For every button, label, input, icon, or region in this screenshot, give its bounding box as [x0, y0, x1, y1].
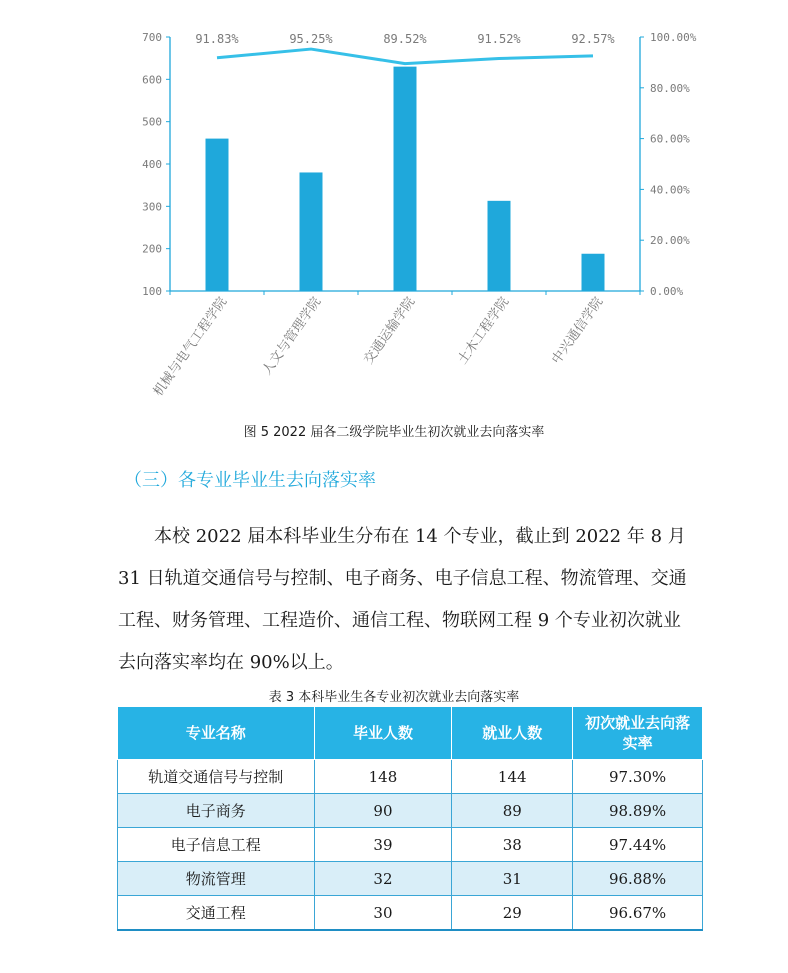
table-header-row — [118, 707, 703, 760]
cell-graduates: 39 — [314, 828, 452, 862]
right-tick-label: 100.00% — [650, 31, 697, 44]
college-employment-chart — [0, 0, 788, 410]
left-tick-label: 700 — [142, 31, 162, 44]
bar — [488, 201, 511, 291]
left-tick-label: 300 — [142, 200, 162, 214]
category-label: 人文与管理学院 — [259, 294, 325, 378]
category-label: 中兴通信学院 — [549, 294, 607, 368]
figure-caption: 图 5 2022 届各二级学院毕业生初次就业去向落实率 — [243, 425, 545, 440]
header-major-name: 专业名称 — [118, 707, 315, 760]
cell-major: 物流管理 — [118, 862, 315, 896]
left-tick-label: 400 — [142, 158, 162, 171]
left-tick-label: 600 — [142, 73, 162, 87]
left-tick-label: 200 — [142, 242, 162, 256]
right-tick-label: 40.00% — [650, 183, 690, 197]
right-tick-label: 80.00% — [650, 81, 690, 95]
right-tick-label: 20.00% — [650, 234, 690, 248]
cell-employed: 29 — [452, 896, 573, 931]
right-tick-label: 60.00% — [650, 132, 690, 146]
cell-rate: 96.67% — [573, 896, 703, 931]
cell-employed: 89 — [452, 794, 573, 828]
category-label: 交通运输学院 — [361, 294, 419, 368]
cell-major: 交通工程 — [118, 896, 315, 931]
cell-graduates: 90 — [314, 794, 452, 828]
major-employment-table — [117, 706, 703, 931]
left-tick-label: 500 — [142, 115, 162, 129]
table-row — [118, 760, 703, 794]
right-tick-label: 0.00% — [650, 285, 684, 298]
cell-employed: 38 — [452, 828, 573, 862]
bar — [300, 172, 323, 291]
rate-data-label: 91.83% — [195, 32, 239, 46]
rate-data-label: 91.52% — [477, 32, 521, 46]
rate-data-label: 95.25% — [289, 32, 333, 46]
table-row — [118, 828, 703, 862]
cell-rate: 97.44% — [573, 828, 703, 862]
body-paragraph — [118, 516, 698, 684]
rate-line — [217, 49, 593, 64]
table-row — [118, 896, 703, 931]
header-graduates: 毕业人数 — [314, 707, 452, 760]
cell-graduates: 32 — [314, 862, 452, 896]
rate-data-label: 92.57% — [571, 32, 615, 46]
cell-rate: 96.88% — [573, 862, 703, 896]
category-label: 机械与电气工程学院 — [150, 294, 231, 400]
header-rate: 初次就业去向落实率 — [573, 707, 703, 760]
cell-employed: 31 — [452, 862, 573, 896]
header-employed: 就业人数 — [452, 707, 573, 760]
category-label: 土木工程学院 — [455, 294, 513, 368]
cell-employed: 144 — [452, 760, 573, 794]
cell-major: 电子商务 — [118, 794, 315, 828]
left-tick-label: 100 — [142, 285, 162, 298]
cell-rate: 97.30% — [573, 760, 703, 794]
cell-rate: 98.89% — [573, 794, 703, 828]
table-caption: 表 3 本科毕业生各专业初次就业去向落实率 — [268, 690, 520, 705]
cell-graduates: 30 — [314, 896, 452, 931]
table-row — [118, 862, 703, 896]
paragraph-text: 本校 2022 届本科毕业生分布在 14 个专业，截止到 2022 年 8 月 31 日轨道交通信号与控制、电子商务、电子信息工程、物流管理、交通工程、财务管理、工程造价、通信工程、物联网工程 9 个专业初次就业去向落实率均在 90%以上。 — [118, 526, 687, 673]
table-row — [118, 794, 703, 828]
cell-graduates: 148 — [314, 760, 452, 794]
cell-major: 轨道交通信号与控制 — [118, 760, 315, 794]
rate-data-label: 89.52% — [383, 32, 427, 46]
bar — [206, 139, 229, 291]
cell-major: 电子信息工程 — [118, 828, 315, 862]
section-heading: （三）各专业毕业生去向落实率 — [124, 470, 376, 491]
bar — [582, 254, 605, 291]
bar — [394, 67, 417, 291]
